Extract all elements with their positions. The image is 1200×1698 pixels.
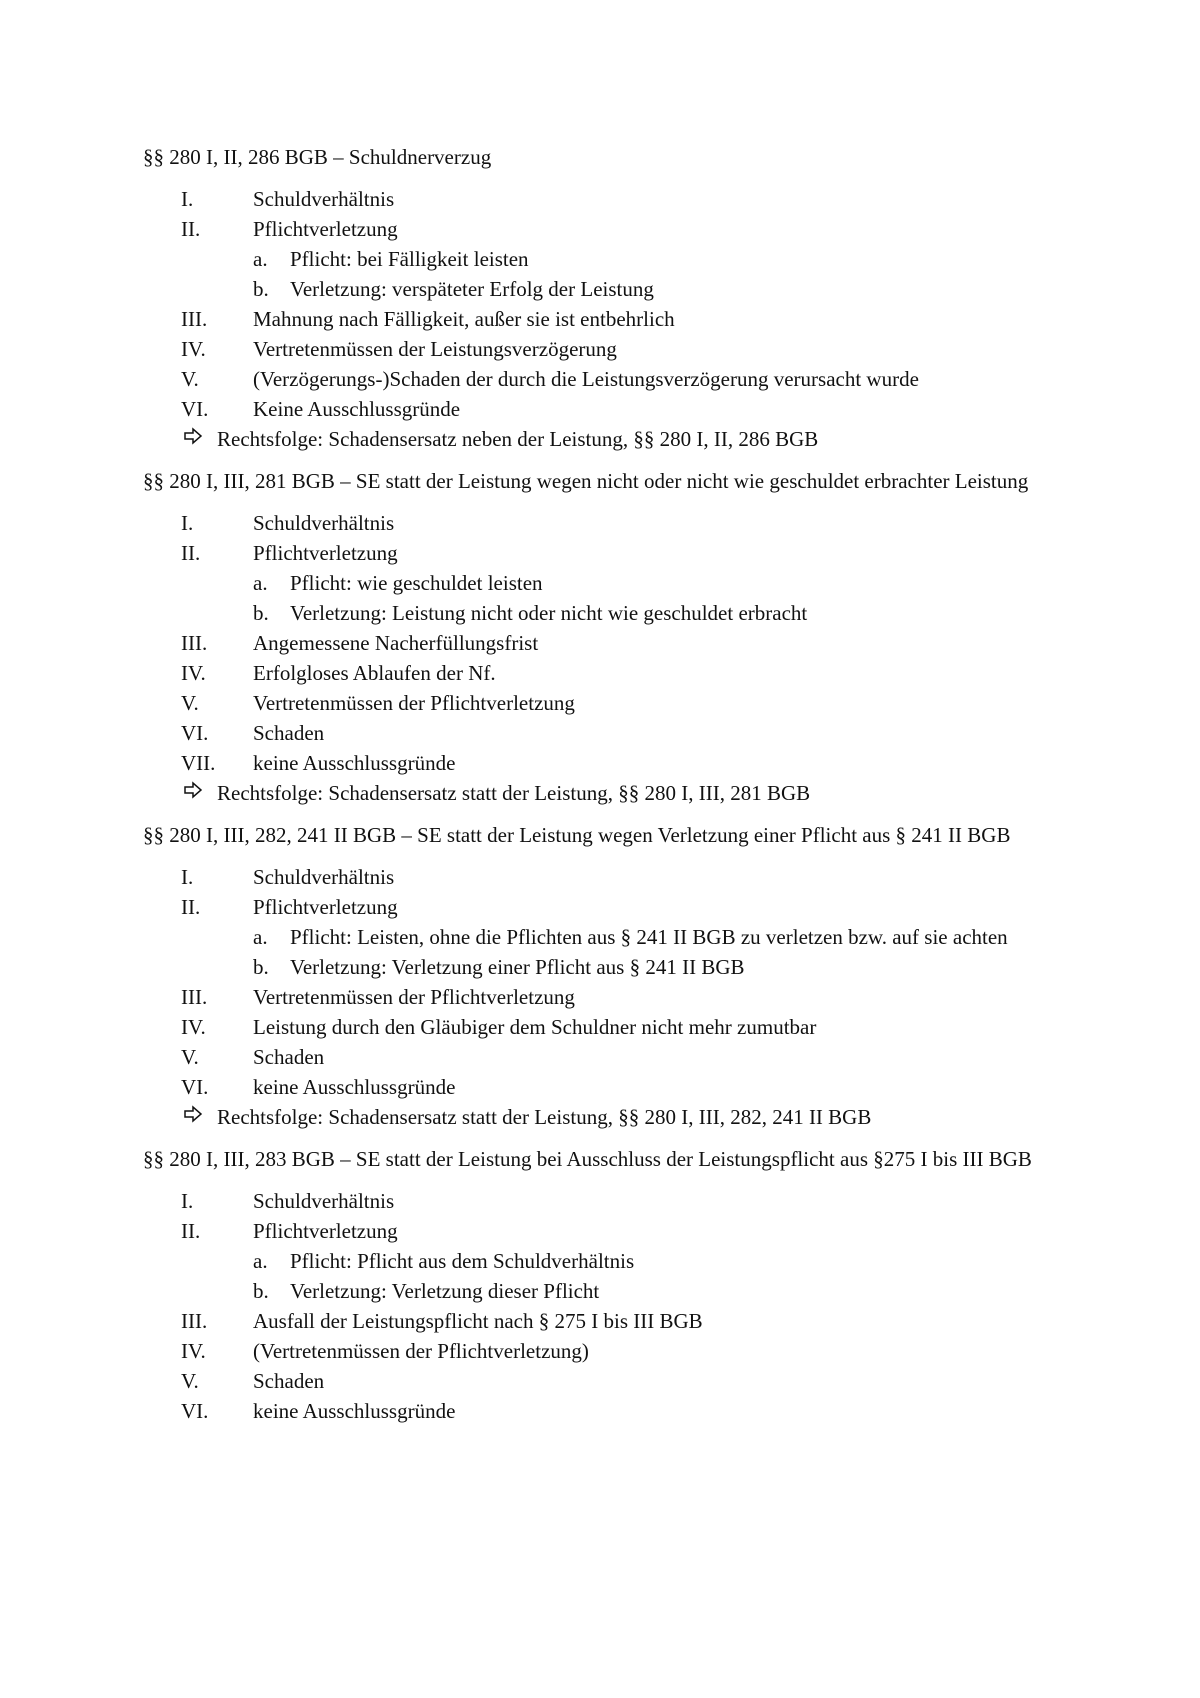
arrow-right-icon <box>183 424 211 454</box>
roman-numeral: II. <box>181 1219 201 1243</box>
document-page <box>143 142 1073 1438</box>
outline-item <box>143 688 1073 718</box>
section-se-282 <box>143 820 1073 1132</box>
letter-marker: b. <box>253 955 269 979</box>
outline-item-text: Schuldverhältnis <box>253 511 395 535</box>
section-se-281 <box>143 466 1073 808</box>
sub-item <box>143 274 1073 304</box>
roman-numeral: VII. <box>181 751 216 775</box>
outline-item-text: Keine Ausschlussgründe <box>253 397 461 421</box>
outline-item-text: Erfolgloses Ablaufen der Nf. <box>253 661 496 685</box>
roman-numeral: IV. <box>181 1339 206 1363</box>
section-se-283 <box>143 1144 1073 1426</box>
roman-numeral: IV. <box>181 1015 206 1039</box>
outline-item-text: Schaden <box>253 1045 325 1069</box>
outline-item <box>143 1186 1073 1216</box>
outline-list <box>143 1186 1073 1426</box>
roman-numeral: III. <box>181 1309 208 1333</box>
outline-item <box>143 214 1073 244</box>
outline-item-text: keine Ausschlussgründe <box>253 1075 456 1099</box>
roman-numeral: III. <box>181 631 208 655</box>
arrow-right-icon <box>183 1102 211 1132</box>
sub-item <box>143 922 1073 952</box>
outline-item-text: keine Ausschlussgründe <box>253 751 456 775</box>
roman-numeral: I. <box>181 187 194 211</box>
legal-consequence-text: Rechtsfolge: Schadensersatz statt der Leistung, §§ 280 I, III, 281 BGB <box>217 781 811 805</box>
outline-item-text: Schaden <box>253 1369 325 1393</box>
outline-item <box>143 1336 1073 1366</box>
section-heading: §§ 280 I, III, 281 BGB – SE statt der Leistung wegen nicht oder nicht wie geschuldet erbrachter Leistung <box>143 469 1029 493</box>
legal-consequence <box>143 424 1073 454</box>
roman-numeral: I. <box>181 1189 194 1213</box>
outline-item-text: Vertretenmüssen der Leistungsverzögerung <box>253 337 617 361</box>
outline-item-text: keine Ausschlussgründe <box>253 1399 456 1423</box>
outline-item <box>143 1012 1073 1042</box>
outline-item-text: Mahnung nach Fälligkeit, außer sie ist entbehrlich <box>253 307 675 331</box>
sub-item-text: Verletzung: Verletzung dieser Pflicht <box>290 1279 600 1303</box>
outline-item <box>143 1366 1073 1396</box>
outline-item <box>143 982 1073 1012</box>
outline-item <box>143 1306 1073 1336</box>
outline-item <box>143 748 1073 778</box>
letter-marker: a. <box>253 925 268 949</box>
sub-item <box>143 568 1073 598</box>
roman-numeral: V. <box>181 367 199 391</box>
outline-item <box>143 364 1073 394</box>
outline-item-text: Schaden <box>253 721 325 745</box>
outline-list <box>143 862 1073 1132</box>
roman-numeral: V. <box>181 691 199 715</box>
section-heading: §§ 280 I, III, 282, 241 II BGB – SE statt der Leistung wegen Verletzung einer Pflicht aus § 241 II BGB <box>143 823 1011 847</box>
letter-marker: a. <box>253 1249 268 1273</box>
outline-item-text: Ausfall der Leistungspflicht nach § 275 I bis III BGB <box>253 1309 703 1333</box>
outline-item <box>143 892 1073 922</box>
sub-item-text: Pflicht: Leisten, ohne die Pflichten aus § 241 II BGB zu verletzen bzw. auf sie achten <box>290 925 1008 949</box>
sub-item-text: Pflicht: bei Fälligkeit leisten <box>290 247 529 271</box>
outline-item-text: Vertretenmüssen der Pflichtverletzung <box>253 691 575 715</box>
outline-item-text: Pflichtverletzung <box>253 1219 398 1243</box>
sub-item-text: Pflicht: Pflicht aus dem Schuldverhältnis <box>290 1249 635 1273</box>
outline-item-text: Schuldverhältnis <box>253 1189 395 1213</box>
roman-numeral: II. <box>181 217 201 241</box>
outline-item <box>143 628 1073 658</box>
outline-item <box>143 334 1073 364</box>
section-schuldnerverzug <box>143 142 1073 454</box>
outline-item <box>143 1396 1073 1426</box>
arrow-right-icon <box>183 778 211 808</box>
outline-item <box>143 538 1073 568</box>
roman-numeral: VI. <box>181 397 209 421</box>
outline-item-text: Angemessene Nacherfüllungsfrist <box>253 631 539 655</box>
roman-numeral: V. <box>181 1369 199 1393</box>
outline-item-text: Pflichtverletzung <box>253 541 398 565</box>
outline-item <box>143 508 1073 538</box>
outline-item <box>143 1042 1073 1072</box>
outline-item <box>143 394 1073 424</box>
outline-item-text: Schuldverhältnis <box>253 865 395 889</box>
legal-consequence <box>143 1102 1073 1132</box>
sub-item <box>143 1246 1073 1276</box>
sub-item <box>143 598 1073 628</box>
section-heading: §§ 280 I, II, 286 BGB – Schuldnerverzug <box>143 145 492 169</box>
sub-item-text: Verletzung: verspäteter Erfolg der Leistung <box>290 277 654 301</box>
legal-consequence-text: Rechtsfolge: Schadensersatz neben der Leistung, §§ 280 I, II, 286 BGB <box>217 427 819 451</box>
outline-item <box>143 1216 1073 1246</box>
letter-marker: a. <box>253 571 268 595</box>
roman-numeral: III. <box>181 307 208 331</box>
sub-item <box>143 952 1073 982</box>
letter-marker: b. <box>253 277 269 301</box>
letter-marker: a. <box>253 247 268 271</box>
legal-consequence-text: Rechtsfolge: Schadensersatz statt der Leistung, §§ 280 I, III, 282, 241 II BGB <box>217 1105 872 1129</box>
outline-item <box>143 304 1073 334</box>
outline-list <box>143 184 1073 454</box>
outline-item-text: Pflichtverletzung <box>253 217 398 241</box>
sub-item <box>143 1276 1073 1306</box>
outline-item <box>143 862 1073 892</box>
outline-item-text: (Vertretenmüssen der Pflichtverletzung) <box>253 1339 589 1363</box>
outline-list <box>143 508 1073 808</box>
outline-item-text: (Verzögerungs-)Schaden der durch die Leistungsverzögerung verursacht wurde <box>253 367 919 391</box>
sub-item-text: Pflicht: wie geschuldet leisten <box>290 571 543 595</box>
outline-item <box>143 184 1073 214</box>
roman-numeral: III. <box>181 985 208 1009</box>
roman-numeral: I. <box>181 511 194 535</box>
outline-item <box>143 718 1073 748</box>
sub-item-text: Verletzung: Verletzung einer Pflicht aus § 241 II BGB <box>290 955 745 979</box>
outline-item-text: Leistung durch den Gläubiger dem Schuldner nicht mehr zumutbar <box>253 1015 817 1039</box>
sub-item-text: Verletzung: Leistung nicht oder nicht wie geschuldet erbracht <box>290 601 808 625</box>
letter-marker: b. <box>253 1279 269 1303</box>
roman-numeral: II. <box>181 895 201 919</box>
roman-numeral: V. <box>181 1045 199 1069</box>
roman-numeral: IV. <box>181 337 206 361</box>
roman-numeral: VI. <box>181 721 209 745</box>
outline-item-text: Pflichtverletzung <box>253 895 398 919</box>
roman-numeral: II. <box>181 541 201 565</box>
outline-item <box>143 1072 1073 1102</box>
outline-item <box>143 658 1073 688</box>
letter-marker: b. <box>253 601 269 625</box>
roman-numeral: IV. <box>181 661 206 685</box>
roman-numeral: VI. <box>181 1399 209 1423</box>
roman-numeral: I. <box>181 865 194 889</box>
section-heading: §§ 280 I, III, 283 BGB – SE statt der Leistung bei Ausschluss der Leistungspflicht aus §275 I bis III BGB <box>143 1147 1032 1171</box>
outline-item-text: Vertretenmüssen der Pflichtverletzung <box>253 985 575 1009</box>
roman-numeral: VI. <box>181 1075 209 1099</box>
outline-item-text: Schuldverhältnis <box>253 187 395 211</box>
sub-item <box>143 244 1073 274</box>
legal-consequence <box>143 778 1073 808</box>
